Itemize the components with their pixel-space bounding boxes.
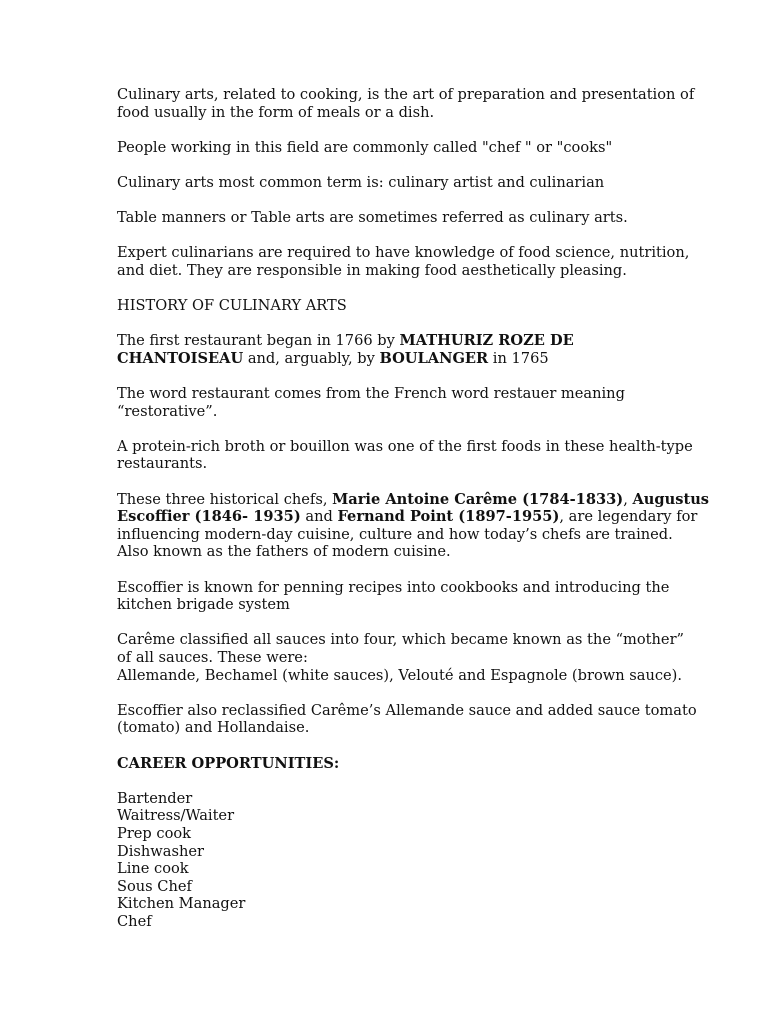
list-item: Bartender <box>117 789 193 807</box>
text-run: These three historical chefs, <box>117 490 333 508</box>
career-list <box>117 790 657 931</box>
text-line <box>117 332 657 350</box>
escoffier-paragraph <box>117 578 670 614</box>
broth-paragraph <box>117 437 693 473</box>
intro-paragraph <box>117 86 695 121</box>
text-line: food usually in the form of meals or a dish. <box>117 103 435 121</box>
list-item: Sous Chef <box>117 877 192 895</box>
text-line: Carême classified all sauces into four, which became known as the “mother” <box>117 631 685 649</box>
bold-name: Escoffier (1846- 1935) <box>117 508 301 526</box>
text-line: The word restaurant comes from the French word restauer meaning <box>117 385 625 403</box>
text-line: Also known as the fathers of modern cuisine. <box>117 543 451 561</box>
bold-name: Marie Antoine Carême (1784-1833) <box>332 490 624 508</box>
list-item: Dishwasher <box>117 842 204 860</box>
bold-name: CHANTOISEAU <box>117 349 244 367</box>
text-line: Escoffier also reclassified Carême’s Allemande sauce and added sauce tomato <box>117 701 697 719</box>
term-paragraph <box>117 174 657 192</box>
heading-text: HISTORY OF CULINARY ARTS <box>117 297 347 315</box>
text-line: influencing modern-day cuisine, culture and how today’s chefs are trained. <box>117 525 673 543</box>
text-line: Culinary arts, related to cooking, is the art of preparation and presentation of <box>117 86 695 103</box>
text-run: The first restaurant began in 1766 by <box>117 332 400 350</box>
list-item: Prep cook <box>117 824 192 842</box>
text-line: and diet. They are responsible in making food aesthetically pleasing. <box>117 261 627 279</box>
mother-sauces-paragraph <box>117 631 685 684</box>
text-line: A protein-rich broth or bouillon was one of the first foods in these health-type <box>117 437 693 455</box>
reclassified-paragraph <box>117 701 697 737</box>
text-line: “restorative”. <box>117 402 218 420</box>
expert-paragraph <box>117 244 690 279</box>
text-line <box>117 490 710 509</box>
restaurant-word-paragraph <box>117 385 657 420</box>
text-line: of all sauces. These were: <box>117 649 308 666</box>
career-heading <box>117 755 657 773</box>
text-line: Escoffier is known for penning recipes into cookbooks and introducing the <box>117 578 670 596</box>
document-page <box>117 86 710 931</box>
text-run: in 1765 <box>488 349 549 367</box>
list-item: Waitress/Waiter <box>117 807 235 825</box>
list-item: Line cook <box>117 860 189 878</box>
history-heading <box>117 297 657 315</box>
chef-paragraph <box>117 139 657 157</box>
text-line: Expert culinarians are required to have knowledge of food science, nutrition, <box>117 244 690 262</box>
bold-name: BOULANGER <box>379 349 489 367</box>
list-item: Kitchen Manager <box>117 895 246 913</box>
text-run: and <box>300 508 338 526</box>
bold-name: Augustus <box>632 490 710 508</box>
text-line: kitchen brigade system <box>117 596 290 614</box>
table-manners-paragraph <box>117 209 657 227</box>
text-line: Table manners or Table arts are sometimes referred as culinary arts. <box>117 209 628 227</box>
historical-chefs-paragraph <box>117 490 710 561</box>
text-run: , are legendary for <box>559 508 698 526</box>
heading-text: CAREER OPPORTUNITIES: <box>117 754 340 772</box>
text-line <box>117 508 698 526</box>
text-line: Culinary arts most common term is: culinary artist and culinarian <box>117 173 605 191</box>
list-item: Chef <box>117 912 152 930</box>
text-line: People working in this field are commonly called "chef " or "cooks" <box>117 138 613 156</box>
text-line <box>117 350 657 368</box>
text-run: and, arguably, by <box>243 349 380 367</box>
bold-name: Fernand Point (1897-1955) <box>337 508 560 526</box>
first-restaurant-paragraph <box>117 332 657 367</box>
bold-name: MATHURIZ ROZE DE <box>399 332 574 350</box>
text-line: (tomato) and Hollandaise. <box>117 719 310 737</box>
text-run: , <box>623 490 633 508</box>
text-line: Allemande, Bechamel (white sauces), Velouté and Espagnole (brown sauce). <box>117 666 682 684</box>
text-line: restaurants. <box>117 455 208 473</box>
